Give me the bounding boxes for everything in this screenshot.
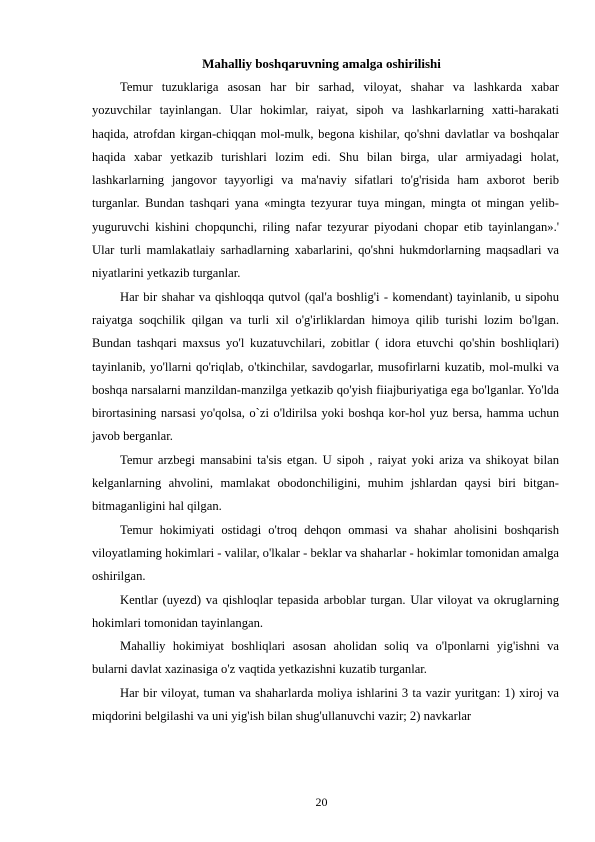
body-text	[92, 76, 559, 728]
paragraph: Kentlar (uyezd) va qishloqlar tepasida arboblar turgan. Ular viloyat va okruglarning hokimlari tomonidan tayinlangan.	[92, 592, 559, 630]
paragraph: Temur hokimiyati ostidagi o'troq dehqon ommasi va shahar aholisini boshqarish viloyatlaming hokimlari - valilar, o'lkalar - beklar va shaharlar - hokimlar tomonidan amalga oshirilgan.	[92, 522, 559, 584]
paragraph: Temur tuzuklariga asosan har bir sarhad, viloyat, shahar va lashkarda xabar yozuvchilar tayinlangan. Ular hokimlar, raiyat, sipoh va lashkarlarning xatti-harakati haqida, atrofdan kirgan-chiqqan mol-mulk, begona kishilar, qo'shni davlatlar va boshqalar haqida xabar yetkazib turishlari lozim edi. Shu bilan birga, ular armiyadagi holat, lashkarlarning jangovor tayyorligi va ma'naviy sifatlari to'g'risida ham axborot berib turganlar. Bundan tashqari yana «mingta tezyurar tuya mingan, mingta ot mingan yelib-yuguruvchi kishini chopqunchi, riling nafar tezyurar piyodani chopar etib tayinlangan».' Ular turli mamlakatlaiy sarhadlarning xabarlarini, qo'shni hukmdorlarning maqsadlari va niyatlarini yetkazib turganlar.	[92, 80, 559, 281]
page-number: 20	[315, 795, 328, 809]
paragraph: Har bir viloyat, tuman va shaharlarda moliya ishlarini 3 ta vazir yuritgan: 1) xiroj va miqdorini belgilashi va uni yig'ish bilan shug'ullanuvchi vazir; 2) navkarlar	[92, 685, 559, 724]
paragraph: Har bir shahar va qishloqqa qutvol (qal'a boshlig'i - komendant) tayinlanib, u sipohu raiyatga soqchilik qilgan va turli xil o'g'irliklardan himoya qilib turishi lozim bo'lgan. Bundan tashqari maxsus yo'l kuzatuvchilari, zobitlar ( idora etuvchi qo'shin boshliqlari) tayinlanib, yo'llarni qo'riqlab, o'tkinchilar, savdogarlar, musofirlarni kuzatib, mol-mulki va boshqa narsalarni manzildan-manzilga yetkazib qo'yish fiiajburiyatiga ega bo'lganlar. Yo'lda birortasining narsasi yo'qolsa, o`zi o'ldirilsa yoki boshqa kor-hol yuz bersa, hamma uchun javob berganlar.	[92, 289, 559, 444]
paragraph: Mahalliy hokimiyat boshliqlari asosan aholidan soliq va o'lponlarni yig'ishni va bularni davlat xazinasiga o'z vaqtida yetkazishni kuzatib turganlar.	[92, 639, 559, 677]
paragraph: Temur arzbegi mansabini ta'sis etgan. U sipoh , raiyat yoki ariza va shikoyat bilan kelganlarning ahvolini, mamlakat obodonchiligini, muhim jshlardan qaysi biri bitgan-bitmaganligini hal qilgan.	[92, 452, 559, 514]
page-title: Mahalliy boshqaruvning amalga oshirilishi	[202, 56, 441, 71]
